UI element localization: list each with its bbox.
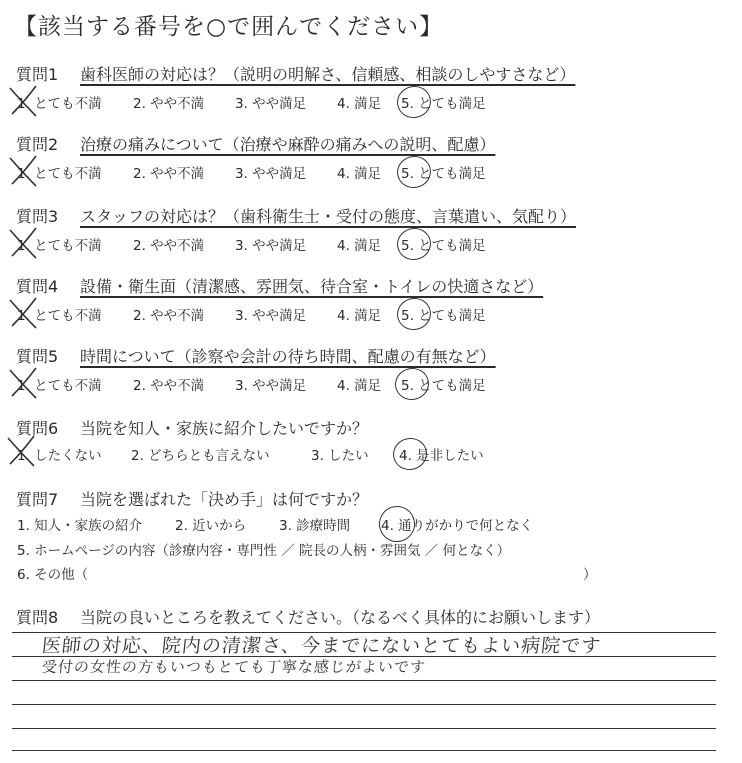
question-7 xyxy=(16,487,368,510)
option-2[interactable]: 2. どちらとも言えない xyxy=(131,448,270,464)
option-2[interactable]: 2. やや不満 xyxy=(133,166,205,182)
answer-circle-q3 xyxy=(394,225,434,263)
cross-out-mark-q2 xyxy=(6,154,40,188)
answer-circle-q5 xyxy=(392,365,432,403)
writing-line xyxy=(12,728,716,729)
cross-out-mark-q6 xyxy=(4,434,38,468)
cross-out-mark-q1 xyxy=(6,84,40,118)
question-text: 治療の痛みについて（治療や麻酔の痛みへの説明、配慮） xyxy=(80,135,496,154)
question-number: 質問3 xyxy=(16,207,59,226)
answer-circle-q6 xyxy=(390,435,430,473)
writing-line xyxy=(12,680,716,681)
question-number: 質問2 xyxy=(16,135,59,154)
cross-out-mark-q3 xyxy=(6,226,40,260)
option-5[interactable]: 5. ホームページの内容（診療内容・専門性 ／ 院長の人柄・雰囲気 ／ 何となく） xyxy=(17,543,511,559)
question-text: 設備・衛生面（清潔感、雰囲気、待合室・トイレの快適さなど） xyxy=(80,277,544,296)
option-4[interactable]: 4. 是非したい xyxy=(399,448,484,464)
option-2[interactable]: 2. やや不満 xyxy=(133,96,205,112)
option-3[interactable]: 3. やや満足 xyxy=(235,308,307,324)
question-2 xyxy=(16,132,495,155)
option-1[interactable]: 1. とても不満 xyxy=(17,238,102,254)
question-6 xyxy=(16,416,368,439)
option-1[interactable]: 1. とても不満 xyxy=(17,96,102,112)
option-3[interactable]: 3. やや満足 xyxy=(235,96,307,112)
option-5[interactable]: 5. とても満足 xyxy=(401,96,486,112)
option-3[interactable]: 3. やや満足 xyxy=(235,166,307,182)
option-1[interactable]: 1. とても不満 xyxy=(17,166,102,182)
question-5 xyxy=(16,344,496,367)
writing-line xyxy=(12,704,716,705)
question-text: スタッフの対応は？（歯科衛生士・受付の態度、言葉遣い、気配り） xyxy=(80,207,577,226)
option-1[interactable]: 1. 知人・家族の紹介 xyxy=(17,518,143,534)
option-1[interactable]: 1. したくない xyxy=(17,448,102,464)
option-5[interactable]: 5. とても満足 xyxy=(401,378,486,394)
question-number: 質問7 xyxy=(16,490,59,509)
question-number: 質問8 xyxy=(16,608,59,627)
question-1 xyxy=(16,62,575,85)
option-3[interactable]: 3. 診療時間 xyxy=(279,518,351,534)
option-4[interactable]: 4. 満足 xyxy=(337,96,382,112)
form-title: 【該当する番号を○で囲んでください】 xyxy=(14,14,444,40)
option-2[interactable]: 2. やや不満 xyxy=(133,378,205,394)
option-4[interactable]: 4. 満足 xyxy=(337,308,382,324)
answer-circle-q1 xyxy=(394,83,434,121)
handwritten-comment-line-1[interactable]: 医師の対応、院内の清潔さ、今までにないとてもよい病院です xyxy=(40,635,603,657)
option-5[interactable]: 5. とても満足 xyxy=(401,238,486,254)
option-2[interactable]: 2. やや不満 xyxy=(133,238,205,254)
option-2[interactable]: 2. 近いから xyxy=(175,518,247,534)
option-4[interactable]: 4. 満足 xyxy=(337,378,382,394)
option-4[interactable]: 4. 通りがかりで何となく xyxy=(381,518,534,534)
option-4[interactable]: 4. 満足 xyxy=(337,238,382,254)
cross-out-mark-q4 xyxy=(6,296,40,330)
option-1[interactable]: 1. とても不満 xyxy=(17,378,102,394)
question-number: 質問1 xyxy=(16,65,59,84)
question-text: 当院を知人・家族に紹介したいですか？ xyxy=(80,419,369,438)
option-1[interactable]: 1. とても不満 xyxy=(17,308,102,324)
option-3[interactable]: 3. やや満足 xyxy=(235,238,307,254)
handwritten-comment-line-2[interactable]: 受付の女性の方もいつもとても丁寧な感じがよいです xyxy=(41,658,427,676)
option-6[interactable]: 6. その他（ xyxy=(17,567,89,583)
question-text: 時間について（診察や会計の待ち時間、配慮の有無など） xyxy=(80,347,496,366)
question-3 xyxy=(16,204,576,227)
question-number: 質問5 xyxy=(16,347,59,366)
option-3[interactable]: 3. やや満足 xyxy=(235,378,307,394)
cross-out-mark-q5 xyxy=(6,366,40,400)
option-3[interactable]: 3. したい xyxy=(311,448,369,464)
question-text: 歯科医師の対応は？（説明の明解さ、信頼感、相談のしやすさなど） xyxy=(80,65,576,84)
question-number: 質問4 xyxy=(16,277,59,296)
option-5[interactable]: 5. とても満足 xyxy=(401,166,486,182)
writing-line xyxy=(12,750,716,751)
question-text: 当院を選ばれた「決め手」は何ですか？ xyxy=(80,490,369,509)
question-8 xyxy=(16,605,600,628)
question-number: 質問6 xyxy=(16,419,59,438)
option-5[interactable]: 5. とても満足 xyxy=(401,308,486,324)
option-2[interactable]: 2. やや不満 xyxy=(133,308,205,324)
question-text: 当院の良いところを教えてください。（なるべく具体的にお願いします） xyxy=(80,608,601,627)
answer-circle-q4 xyxy=(394,295,434,333)
option-6-close: ） xyxy=(583,567,597,583)
question-4 xyxy=(16,274,543,297)
option-4[interactable]: 4. 満足 xyxy=(337,166,382,182)
answer-circle-q2 xyxy=(394,153,434,191)
